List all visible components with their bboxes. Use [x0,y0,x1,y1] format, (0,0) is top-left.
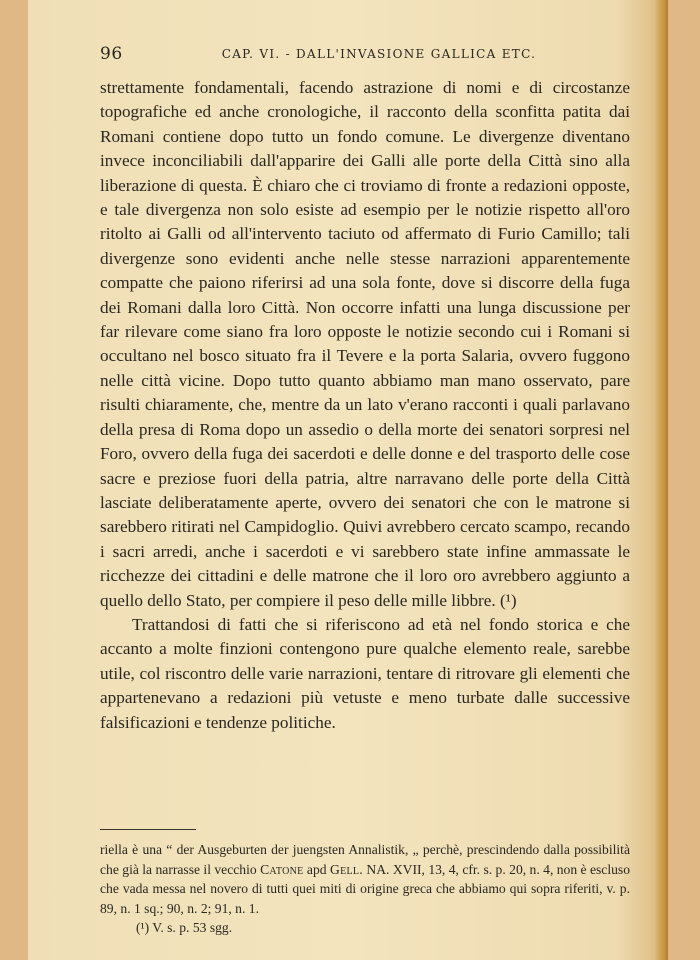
footnote-text: NA. XVII, 13, 4, cfr. s. p. 20, n. 4, non è escluso che vada messa nel novero di tutti quei miti di origine greca che abbiamo qui sopra riferiti, v. p. 89, n. 1 sq.; 90, n. 2; 91, n. 1. [100,861,630,916]
footnote-1: (¹) V. s. p. 53 sgg. [136,920,233,935]
footnote-text: riella è una “ der Ausgeburten der juengsten Annalistik, „ perchè, prescindendo dalla possibilità che già la narrasse il vecchio [100,842,630,877]
footnote-author: Catone [260,861,304,877]
footnote-text: apd [303,861,330,877]
footnote-rule [100,829,196,830]
paragraph: Trattandosi di fatti che si riferiscono ad età nel fondo storica e che accanto a molte finzioni contengono pure qualche elemento reale, sarebbe utile, col riscontro delle varie narrazioni, tentare di ritrovare gli elementi che appartenevano a redazioni più vetuste e meno turbate dalle successive falsificazioni e tendenze politiche. [100,614,630,732]
page-edge-shadow [654,0,668,960]
page-header [100,44,618,66]
footnote-continued [100,840,630,918]
paragraph: strettamente fondamentali, facendo astrazione di nomi e di circostanze topografiche ed anche cronologiche, il racconto della sconfitta patita dai Romani contiene dopo tutto un fondo comune. Le divergenze diventano invece inconciliabili dall'apparire dei Galli alle porte della Città sino alla liberazione di questa. È chiaro che ci troviamo di fronte a redazioni opposte, e tale divergenza non solo esiste ad esempio per le notizie rispetto all'oro ritolto ai Galli od all'intervento taciuto od affermato di Furio Camillo; tali divergenze sono evidenti anche nelle stesse narrazioni apparentemente compatte che paiono riferirsi ad una sola fonte, dove si discorre della fuga dei Romani dalla loro Città. Non occorre infatti una lunga discussione per far rilevare come siano fra loro opposte le notizie secondo cui i Romani si occultano nel bosco situato fra il Tevere e la porta Salaria, ovvero fuggono nelle città vicine. Dopo tutto quanto abbiamo man mano osservato, pare risulti chiaramente, che, mentre da un lato v'erano racconti i quali parlavano della presa di Roma dopo un assedio o della morte dei senatori sorpresi nel Foro, ovvero della fuga dei sacerdoti e delle donne e del trasporto delle cose sacre e preziose fuori della patria, altre narravano delle porte della Città lasciate deliberatamente aperte, ovvero dei senatori che con le matrone si sarebbero ritirati nel Campidoglio. Quivi avrebbero cercato scampo, recando i sacri arredi, anche i sacerdoti e vi sarebbero state infine ammassate le ricchezze dei cittadini e delle matrone che il loro oro avrebbero aggiunto a quello dello Stato, per compiere il peso delle mille libbre. (¹) [100,78,630,610]
running-title: CAP. VI. - DALL'INVASIONE GALLICA ETC. [221,47,537,61]
footnote-source: Gell. [329,861,364,877]
footnotes [100,840,630,938]
book-page [28,0,668,960]
page-number: 96 [100,44,123,64]
body-text [100,76,630,735]
